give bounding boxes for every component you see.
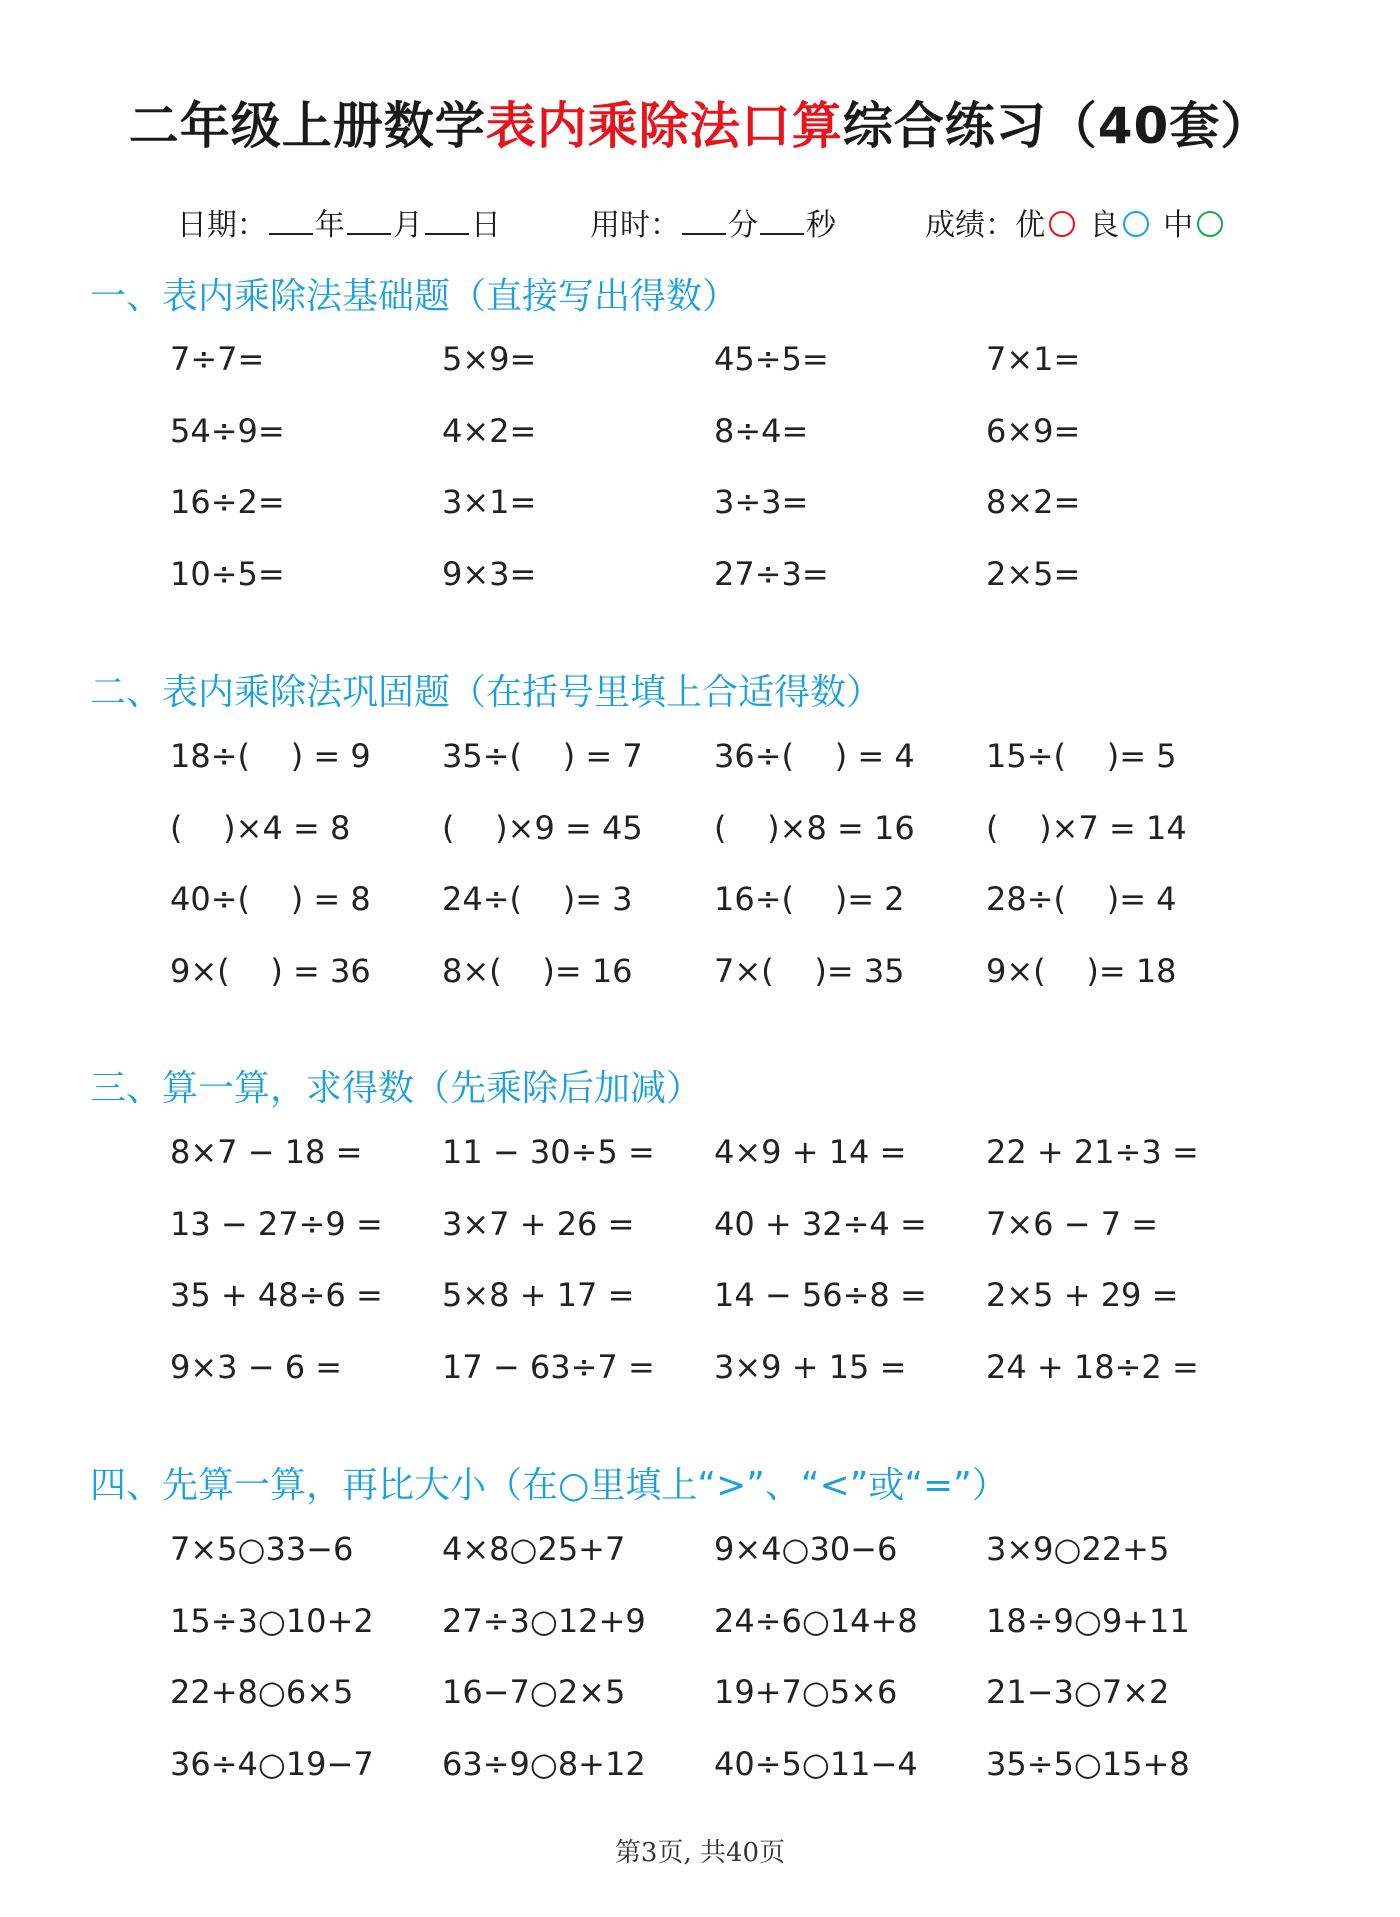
problem: 7×6 − 7 =	[986, 1204, 1159, 1243]
problem: 16÷( )= 2	[714, 880, 905, 918]
problem: 19+7○5×6	[714, 1673, 898, 1711]
section-2-problems	[170, 737, 1270, 1023]
second-blank	[760, 211, 804, 235]
problem: 18÷( ) = 9	[170, 737, 371, 775]
month-blank	[347, 211, 391, 235]
problem: 27÷3=	[714, 554, 829, 593]
problem: 16−7○2×5	[442, 1673, 626, 1711]
problem: 9×3=	[442, 554, 537, 593]
info-row	[0, 200, 1400, 244]
time-label: 用时：	[590, 208, 680, 243]
section-4-problems	[170, 1530, 1270, 1816]
page-title	[0, 86, 1400, 158]
section-3-problems	[170, 1133, 1270, 1419]
problem-row	[170, 1276, 1270, 1348]
problem: 63÷9○8+12	[442, 1744, 646, 1783]
problem: 9×( )= 18	[986, 951, 1177, 990]
problem: 4×2=	[442, 411, 537, 450]
problem: ( )×4 = 8	[170, 808, 351, 847]
problem: 54÷9=	[170, 411, 285, 450]
problem-row	[170, 952, 1270, 1024]
problem: 35 + 48÷6 =	[170, 1276, 383, 1314]
problem: 40÷( ) = 8	[170, 880, 371, 918]
day-label: 日	[470, 208, 501, 243]
date-label: 日期：	[176, 208, 267, 243]
problem: 3×9 + 15 =	[714, 1347, 907, 1386]
grade-good-circle-icon	[1123, 211, 1149, 237]
problem: 11 − 30÷5 =	[442, 1133, 655, 1171]
problem: 2×5 + 29 =	[986, 1276, 1179, 1314]
problem-row	[170, 880, 1270, 952]
problem: 2×5=	[986, 554, 1081, 593]
problem: 22+8○6×5	[170, 1673, 354, 1711]
problem: 9×3 − 6 =	[170, 1347, 343, 1386]
title-prefix: 二年级上册数学	[128, 97, 486, 155]
problem: 9×4○30−6	[714, 1530, 898, 1568]
problem-row	[170, 1673, 1270, 1745]
problem-row	[170, 483, 1270, 555]
problem-row	[170, 1530, 1270, 1602]
problem: 5×8 + 17 =	[442, 1276, 635, 1314]
problem: 4×8○25+7	[442, 1530, 626, 1568]
year-label: 年	[314, 208, 345, 243]
problem: 3×7 + 26 =	[442, 1204, 635, 1243]
grade-excellent-label: 优	[1015, 208, 1046, 243]
problem: 8×7 − 18 =	[170, 1133, 363, 1171]
problem: 35÷5○15+8	[986, 1744, 1190, 1783]
problem: 9×( ) = 36	[170, 951, 371, 990]
problem: 28÷( )= 4	[986, 880, 1177, 918]
problem: ( )×8 = 16	[714, 808, 915, 847]
problem: 24÷6○14+8	[714, 1601, 918, 1640]
problem: 22 + 21÷3 =	[986, 1133, 1199, 1171]
problem: 4×9 + 14 =	[714, 1133, 907, 1171]
problem: 5×9=	[442, 340, 537, 378]
problem: ( )×7 = 14	[986, 808, 1187, 847]
section-title-1: 一、表内乘除法基础题（直接写出得数）	[90, 276, 739, 317]
score-label: 成绩：	[925, 208, 1016, 243]
problem: 6×9=	[986, 411, 1081, 450]
problem-row	[170, 737, 1270, 809]
section-title-4: 四、先算一算，再比大小（在○里填上“>”、“<”或“=”）	[90, 1465, 1008, 1506]
problem: 7×5○33−6	[170, 1530, 354, 1568]
problem: 27÷3○12+9	[442, 1601, 646, 1640]
problem: 21−3○7×2	[986, 1673, 1170, 1711]
problem: 3×1=	[442, 483, 537, 521]
problem: ( )×9 = 45	[442, 808, 643, 847]
problem: 36÷4○19−7	[170, 1744, 374, 1783]
problem: 24 + 18÷2 =	[986, 1347, 1199, 1386]
problem-row	[170, 1205, 1270, 1277]
problem: 14 − 56÷8 =	[714, 1276, 927, 1314]
grade-excellent-circle-icon	[1049, 211, 1075, 237]
problem-row	[170, 412, 1270, 484]
problem: 45÷5=	[714, 340, 829, 378]
title-highlight: 表内乘除法口算	[485, 97, 843, 155]
problem: 7÷7=	[170, 340, 265, 378]
problem: 35÷( ) = 7	[442, 737, 643, 775]
problem: 16÷2=	[170, 483, 285, 521]
problem-row	[170, 1602, 1270, 1674]
problem: 8÷4=	[714, 411, 809, 450]
problem-row	[170, 555, 1270, 627]
minute-label: 分	[728, 208, 758, 243]
second-label: 秒	[806, 208, 836, 243]
problem: 15÷( )= 5	[986, 737, 1177, 775]
problem-row	[170, 809, 1270, 881]
problem: 40 + 32÷4 =	[714, 1204, 927, 1243]
problem: 36÷( ) = 4	[714, 737, 915, 775]
day-blank	[425, 211, 469, 235]
problem: 15÷3○10+2	[170, 1601, 374, 1640]
grade-good-label: 良	[1089, 208, 1120, 243]
problem: 18÷9○9+11	[986, 1601, 1190, 1640]
title-suffix: 综合练习（40套）	[842, 97, 1272, 155]
problem: 3÷3=	[714, 483, 809, 521]
problem: 8×( )= 16	[442, 951, 633, 990]
problem: 3×9○22+5	[986, 1530, 1170, 1568]
problem: 10÷5=	[170, 554, 285, 593]
problem: 8×2=	[986, 483, 1081, 521]
grade-medium-circle-icon	[1197, 211, 1223, 237]
section-title-3: 三、算一算，求得数（先乘除后加减）	[90, 1068, 703, 1109]
problem: 7×1=	[986, 340, 1081, 378]
problem: 7×( )= 35	[714, 951, 905, 990]
page-footer: 第3页, 共40页	[614, 1838, 786, 1868]
grade-medium-label: 中	[1163, 208, 1194, 243]
problem-row	[170, 1133, 1270, 1205]
problem-row	[170, 1745, 1270, 1817]
year-blank	[269, 211, 313, 235]
month-label: 月	[392, 208, 423, 243]
problem-row	[170, 340, 1270, 412]
minute-blank	[682, 211, 726, 235]
problem: 40÷5○11−4	[714, 1744, 918, 1783]
section-title-2: 二、表内乘除法巩固题（在括号里填上合适得数）	[90, 672, 883, 713]
section-1-problems	[170, 340, 1270, 626]
problem: 17 − 63÷7 =	[442, 1347, 655, 1386]
problem: 24÷( )= 3	[442, 880, 633, 918]
problem: 13 − 27÷9 =	[170, 1204, 383, 1243]
problem-row	[170, 1348, 1270, 1420]
